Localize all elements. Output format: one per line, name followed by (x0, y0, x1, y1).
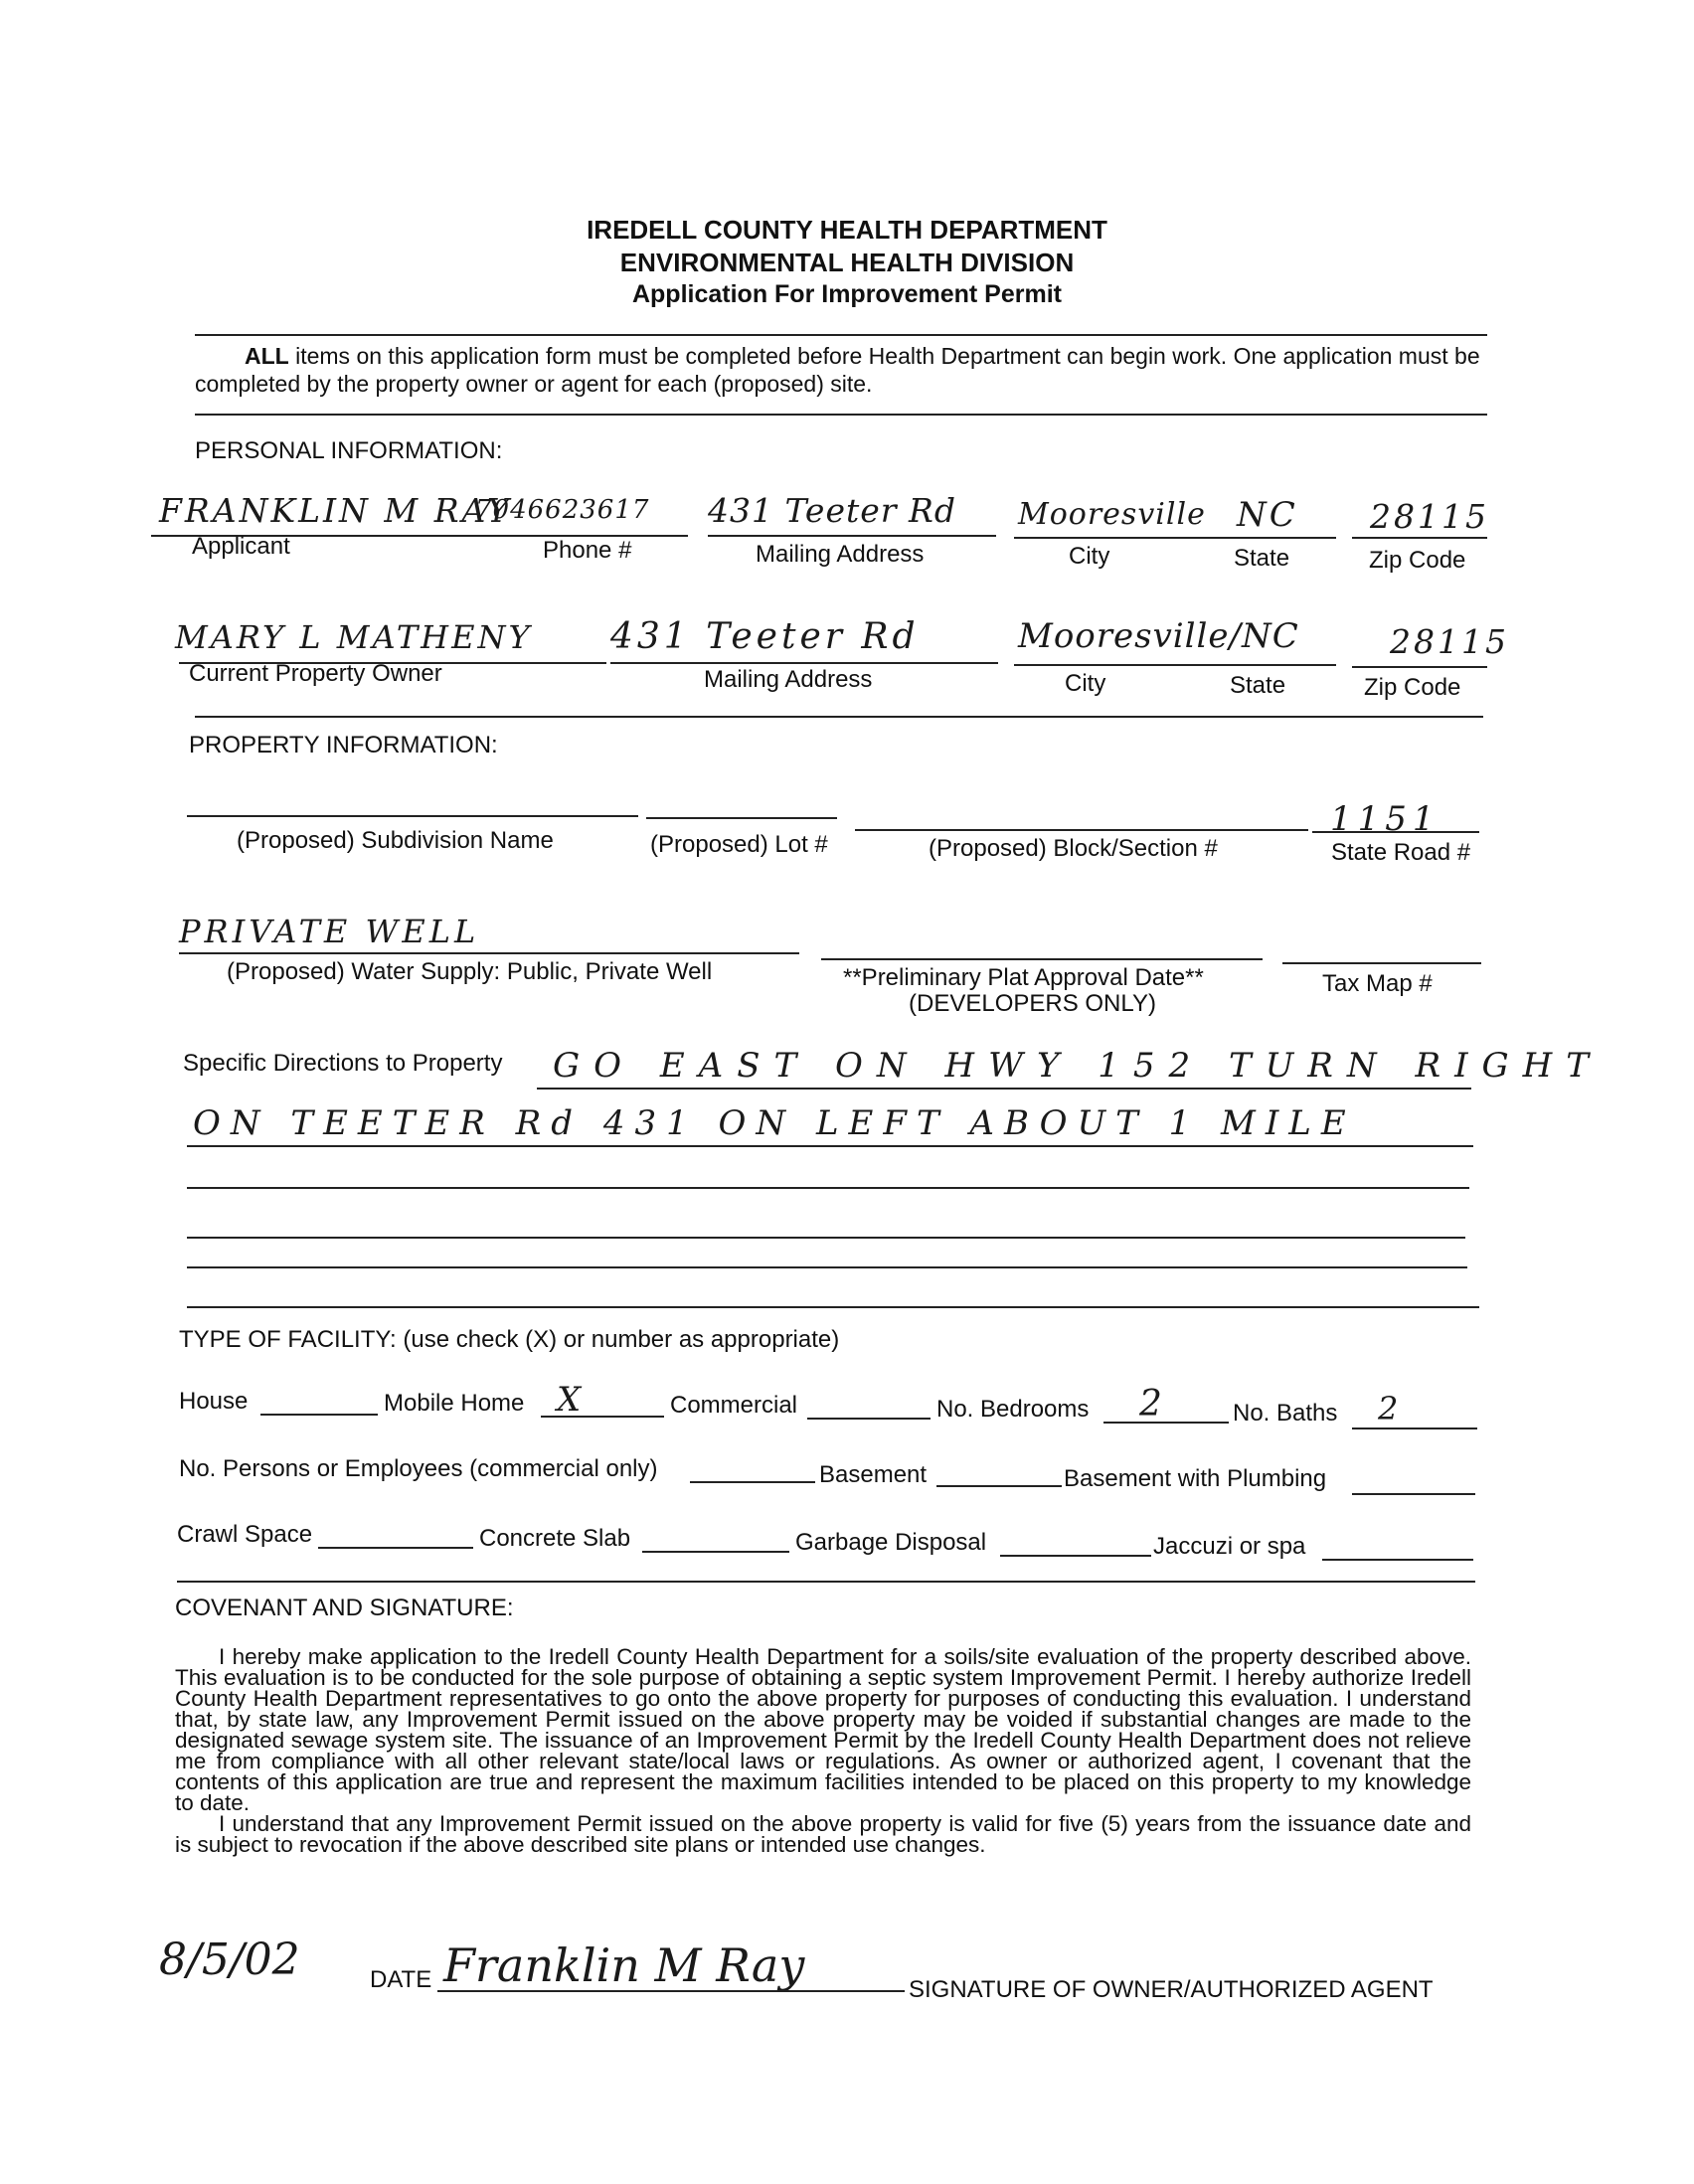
city-line (1014, 537, 1233, 539)
basement-line (936, 1485, 1062, 1487)
covenant-paragraph-2: I understand that any Improvement Permit issued on the above property is valid for five (5) years from the issuance date and is subject to revocation if the above described site plans or intended use changes. (175, 1811, 1471, 1857)
directions-line (187, 1187, 1469, 1189)
crawl-space-label: Crawl Space (177, 1521, 313, 1548)
basement-label: Basement (819, 1461, 928, 1488)
jacuzzi-line (1322, 1559, 1473, 1561)
garbage-disposal-label: Garbage Disposal (795, 1529, 987, 1556)
directions-label: Specific Directions to Property (183, 1050, 503, 1077)
divider (195, 334, 1487, 336)
owner-city-state-value: Mooresville/NC (1018, 616, 1299, 656)
department-title: IREDELL COUNTY HEALTH DEPARTMENT (587, 215, 1107, 245)
mobile-home-value: X (557, 1380, 585, 1420)
date-value: 8/5/02 (159, 1934, 300, 1985)
owner-signature: Franklin M Ray (443, 1938, 805, 1992)
owner-mailing-value: 431 Teeter Rd (610, 616, 920, 657)
owner-mailing-label: Mailing Address (704, 666, 873, 693)
owner-label: Current Property Owner (189, 660, 442, 687)
directions-line (187, 1266, 1467, 1268)
concrete-slab-line (642, 1551, 789, 1553)
water-supply-line (179, 952, 799, 954)
zip-label: Zip Code (1369, 547, 1466, 574)
mailing-line (708, 535, 996, 537)
covenant-paragraph-1: I hereby make application to the Iredell County Health Department for a soils/site evaluation of the property described above. This evaluation is to be conducted for the sole purpose of obtaining a septic system Improvement Permit. I hereby authorize Iredell County Health Department representatives to go onto the above property for purposes of conducting this evaluation. I understand that, by state law, any Improvement Permit issued on the above property may be voided if substantial changes are made to the designated sewage system site. The issuance of an Improvement Permit by the Iredell County Health Department does not relieve me from compliance with all other relevant state/local laws or regulations. As owner or authorized agent, I covenant that the contents of this application are true and represent the maximum facilities intended to be placed on this property to my knowledge to date. (175, 1644, 1471, 1815)
plat-line (821, 958, 1263, 960)
divider (195, 414, 1487, 416)
directions-line (537, 1088, 1471, 1090)
baths-line (1352, 1428, 1477, 1429)
state-value: NC (1237, 495, 1298, 535)
directions-line (187, 1145, 1473, 1147)
owner-city-label: City (1065, 670, 1106, 697)
commercial-label: Commercial (670, 1392, 798, 1419)
directions-line1-value: GO EAST ON HWY 152 TURN RIGHT (553, 1046, 1603, 1086)
applicant-value: FRANKLIN M RAY (159, 491, 512, 530)
state-label: State (1234, 545, 1290, 572)
tax-map-label: Tax Map # (1322, 970, 1433, 997)
mailing-value: 431 Teeter Rd (708, 491, 957, 530)
mobile-home-line (541, 1416, 664, 1418)
owner-zip-line (1352, 666, 1487, 668)
basement-plumbing-label: Basement with Plumbing (1064, 1465, 1327, 1492)
property-info-heading: PROPERTY INFORMATION: (189, 732, 498, 758)
jacuzzi-label: Jaccuzi or spa (1153, 1533, 1306, 1560)
covenant-text (175, 1646, 1471, 1855)
date-label: DATE (370, 1966, 432, 1993)
directions-line2-value: ON TEETER Rd 431 ON LEFT ABOUT 1 MILE (193, 1103, 1356, 1143)
divider (177, 1581, 1475, 1583)
owner-state-label: State (1230, 672, 1286, 699)
bedrooms-value: 2 (1139, 1384, 1165, 1425)
state-road-line (1312, 831, 1479, 833)
subdivision-label: (Proposed) Subdivision Name (237, 827, 554, 854)
baths-value: 2 (1378, 1390, 1402, 1428)
owner-value: MARY L MATHENY (175, 618, 533, 656)
phone-label: Phone # (543, 537, 632, 564)
house-label: House (179, 1388, 249, 1415)
state-road-value: 1151 (1330, 799, 1440, 839)
mobile-home-label: Mobile Home (384, 1390, 525, 1417)
block-line (855, 829, 1308, 831)
facility-heading: TYPE OF FACILITY: (use check (X) or number as appropriate) (179, 1326, 840, 1353)
signature-line (437, 1990, 905, 1992)
city-value: Mooresville (1018, 497, 1206, 532)
bedrooms-label: No. Bedrooms (936, 1396, 1090, 1423)
zip-line (1352, 537, 1487, 539)
block-label: (Proposed) Block/Section # (929, 835, 1218, 862)
division-title: ENVIRONMENTAL HEALTH DIVISION (619, 248, 1075, 277)
lot-line (646, 817, 837, 819)
covenant-heading: COVENANT AND SIGNATURE: (175, 1595, 514, 1621)
directions-line (187, 1237, 1465, 1239)
state-line (1233, 537, 1336, 539)
form-title: Application For Improvement Permit (631, 280, 1062, 308)
tax-map-line (1282, 962, 1481, 964)
owner-zip-value: 28115 (1390, 622, 1509, 661)
plat-label: **Preliminary Plat Approval Date** (843, 964, 1204, 991)
owner-mailing-line (610, 662, 998, 664)
city-label: City (1069, 543, 1110, 570)
house-line (260, 1414, 378, 1416)
concrete-slab-label: Concrete Slab (479, 1525, 631, 1552)
basement-plumbing-line (1352, 1493, 1475, 1495)
developers-only-label: (DEVELOPERS ONLY) (909, 990, 1156, 1017)
lot-label: (Proposed) Lot # (650, 831, 828, 858)
persons-label: No. Persons or Employees (commercial only) (179, 1455, 658, 1482)
mailing-label: Mailing Address (756, 541, 925, 568)
crawl-space-line (318, 1547, 473, 1549)
divider (195, 716, 1483, 718)
personal-info-heading: PERSONAL INFORMATION: (195, 437, 503, 464)
owner-zip-label: Zip Code (1364, 674, 1461, 701)
bedrooms-line (1103, 1422, 1229, 1424)
divider (187, 1306, 1479, 1308)
subdivision-line (187, 815, 638, 817)
water-supply-value: PRIVATE WELL (179, 913, 480, 950)
owner-city-line (1014, 664, 1233, 666)
state-road-label: State Road # (1331, 839, 1471, 866)
intro-text: ALL items on this application form must be completed before Health Department can begin work. One application must be completed by the property owner or agent for each (proposed) site. (195, 343, 1480, 397)
applicant-label: Applicant (192, 533, 290, 560)
commercial-line (807, 1418, 931, 1420)
baths-label: No. Baths (1233, 1400, 1338, 1427)
owner-state-line (1233, 664, 1336, 666)
garbage-disposal-line (1000, 1555, 1151, 1557)
signature-label: SIGNATURE OF OWNER/AUTHORIZED AGENT (909, 1976, 1434, 2003)
phone-value: 7046623617 (475, 495, 650, 525)
persons-line (690, 1481, 815, 1483)
water-supply-label: (Proposed) Water Supply: Public, Private Well (227, 958, 713, 985)
zip-value: 28115 (1370, 497, 1489, 536)
